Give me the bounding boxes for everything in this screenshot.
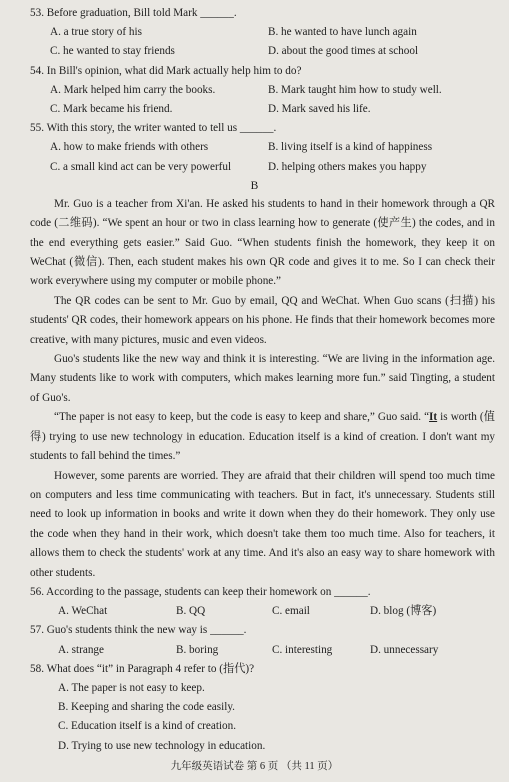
option-53-a: A. a true story of his [50,26,142,39]
option-55-c: C. a small kind act can be very powerful [50,160,232,173]
option-55-d: D. helping others makes you happy [268,160,427,173]
underlined-it: It [429,411,438,424]
option-58-c: C. Education itself is a kind of creation. [58,720,237,733]
question-53-stem: 53. Before graduation, Bill told Mark ______. [30,7,237,19]
passage-paragraph-1: Mr. Guo is a teacher from Xi'an. He asked his students to hand in their homework through a QR code (二维码). “We spent an hour or two in class learning how to generate (使产生) the codes, and in the end everything gets easier.” Said Guo. “When students finish the homework, they keep it on WeChat (微信). Then, each student makes his own QR code and gives it to me. So I can check their work everywhere using my computer or mobile phone.” [30,197,495,288]
option-57-a: A. strange [58,643,104,656]
option-57-d: D. unnecessary [370,643,439,656]
paragraph-4-part-1: “The paper is not easy to keep, but the code is easy to keep and share,” Guo said. “ [54,411,430,424]
option-56-b: B. QQ [176,605,206,618]
option-54-d: D. Mark saved his life. [268,103,371,116]
option-56-d: D. blog (博客) [370,605,437,618]
paragraph-4-part-2: is worth (值得) trying to use new technology in education. Education itself is a kind of creation. I don't want my students to fall behind the times.” [30,411,495,463]
option-53-c: C. he wanted to stay friends [50,45,175,58]
page-footer: 九年级英语试卷 第 6 页 （共 11 页） [170,760,339,772]
passage-paragraph-5: However, some parents are worried. They are afraid that their children will spend too much time on computers and less time communicating with teachers. But in fact, it's unnecessary. Students still need to look up information in books and write it down when they do their homework. They only use the code when they hand in their work, which doesn't take them too much time. Also for teachers, it allows them to check the students' work at any time. And it's also an easy way to share homework with other students. [30,469,495,579]
question-57-options [30,641,495,660]
question-55-options [30,138,495,176]
option-56-a: A. WeChat [58,605,108,618]
question-54-options [30,81,495,119]
option-55-b: B. living itself is a kind of happiness [268,141,433,154]
option-56-c: C. email [272,605,310,618]
question-58-stem: 58. What does “it” in Paragraph 4 refer to (指代)? [30,662,255,675]
option-53-d: D. about the good times at school [268,45,419,58]
section-heading: B [250,179,259,192]
option-57-b: B. boring [176,643,219,656]
option-53-b: B. he wanted to have lunch again [268,26,417,39]
passage-paragraph-2: The QR codes can be sent to Mr. Guo by email, QQ and WeChat. When Guo scans (扫描) his students' QR codes, their homework appears on his phone. He finds that their homework becomes more creative, with many pictures, music and even videos. [30,294,495,346]
option-58-d: D. Trying to use new technology in education. [58,739,266,752]
option-54-c: C. Mark became his friend. [50,103,173,116]
question-56-options [30,602,495,621]
question-55-stem: 55. With this story, the writer wanted to tell us ______. [30,122,277,135]
question-56-stem: 56. According to the passage, students can keep their homework on ______. [30,585,371,598]
question-53-options [30,23,495,61]
passage-paragraph-4 [30,408,495,466]
option-55-a: A. how to make friends with others [50,141,209,154]
option-54-b: B. Mark taught him how to study well. [268,83,442,96]
question-58-options [30,679,495,756]
option-57-c: C. interesting [272,643,333,656]
option-54-a: A. Mark helped him carry the books. [50,83,216,96]
option-58-a: A. The paper is not easy to keep. [58,681,205,694]
passage-paragraph-3: Guo's students like the new way and think it is interesting. “We are living in the information age. Many students like to work with computers, which makes learning more fun.” said Tingting, a student of Guo's. [30,353,495,404]
question-57-stem: 57. Guo's students think the new way is ______. [30,624,247,637]
option-58-b: B. Keeping and sharing the code easily. [58,701,235,714]
question-54-stem: 54. In Bill's opinion, what did Mark actually help him to do? [30,64,302,77]
